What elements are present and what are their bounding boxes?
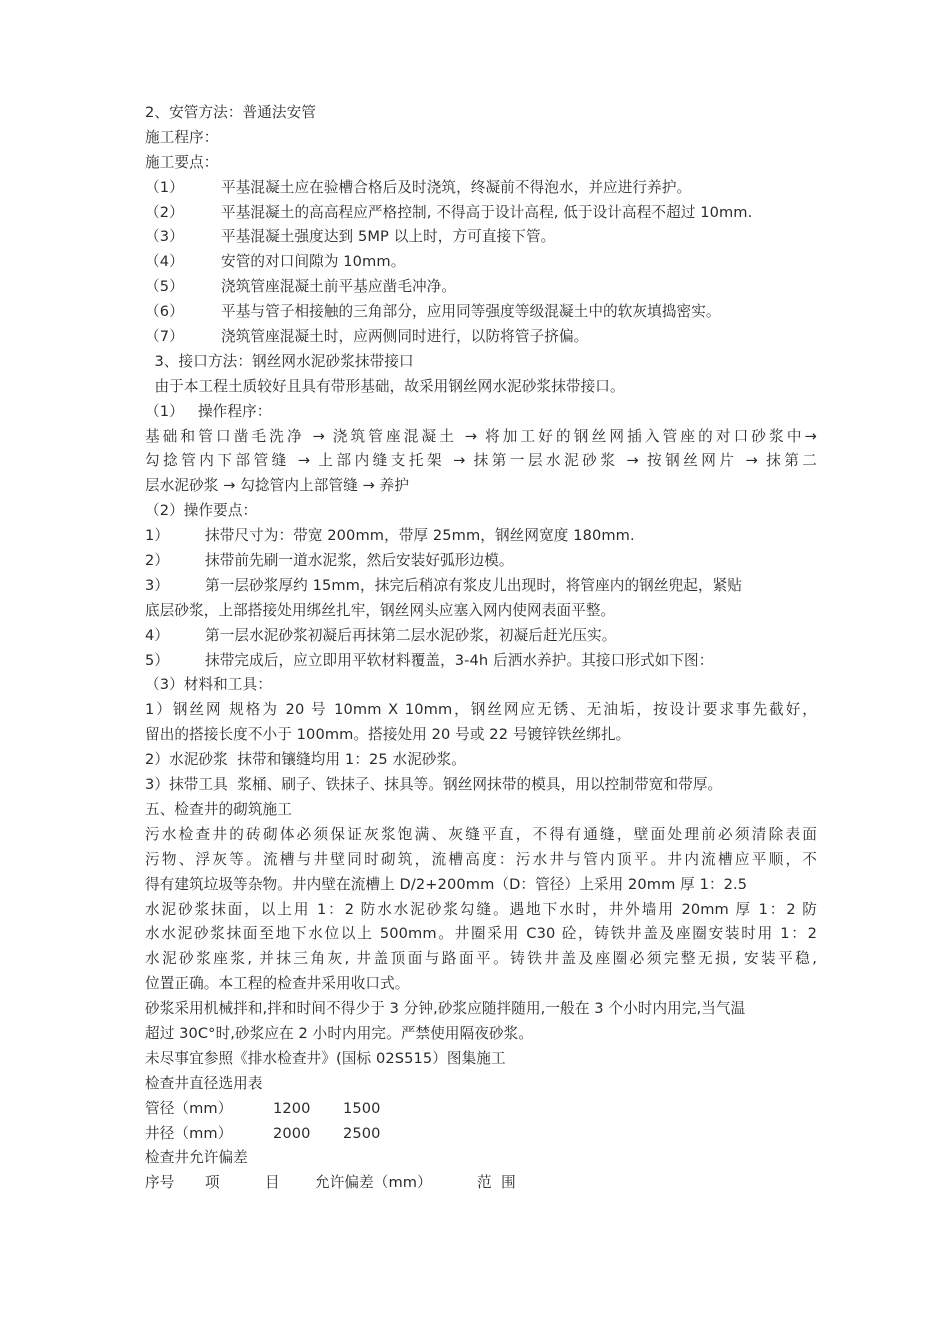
numbered-item (145, 275, 817, 300)
numbered-item (145, 574, 817, 599)
text-line: 水水泥砂浆抹面至地下水位以上 500mm。井圈采用 C30 砼，铸铁井盖及座圈安装时用 1：2 (145, 925, 817, 943)
text-line: 未尽事宜参照《排水检查井》(国标 02S515）图集施工 (145, 1049, 506, 1067)
numbered-item (145, 624, 817, 649)
table-cell: 序号 (145, 1174, 175, 1192)
item-number: （5） (145, 278, 184, 296)
item-text: 平基混凝土应在验槽合格后及时浇筑，终凝前不得泡水，并应进行养护。 (221, 178, 692, 196)
item-number: 5） (145, 651, 170, 669)
text-line: （3）材料和工具： (145, 676, 272, 694)
item-number: （6） (145, 303, 184, 321)
numbered-item (145, 250, 817, 275)
text-line: 底层砂浆，上部搭接处用绑丝扎牢，钢丝网头应塞入网内使网表面平整。 (145, 601, 616, 619)
text-line: 超过 30C°时,砂浆应在 2 小时内用完。严禁使用隔夜砂浆。 (145, 1024, 534, 1042)
text-line: 污物、浮灰等。流槽与井壁同时砌筑，流槽高度：污水井与管内顶平。井内流槽应平顺，不 (145, 850, 817, 868)
item-text: 平基混凝土强度达到 5MP 以上时，方可直接下管。 (221, 228, 556, 246)
text-line: （2）操作要点： (145, 502, 258, 520)
item-number: （3） (145, 228, 184, 246)
text-line: 砂浆采用机械拌和,拌和时间不得少于 3 分钟,砂浆应随拌随用,一般在 3 个小时内用完,当气温 (145, 1000, 746, 1018)
table-cell: 1200 (273, 1099, 311, 1117)
table-cell: 1500 (343, 1099, 381, 1117)
item-text: 平基与管子相接触的三角部分，应用同等强度等级混凝土中的软灰填捣密实。 (221, 303, 721, 321)
text-line: 位置正确。本工程的检查井采用收口式。 (145, 975, 410, 993)
text-line: 1）钢丝网 规格为 20 号 10mm X 10mm，钢丝网应无锈、无油垢，按设计要求事先截好， (145, 701, 817, 719)
table-cell: 范 围 (477, 1174, 516, 1192)
numbered-item (145, 225, 817, 250)
text-line: 水泥砂浆抹面，以上用 1：2 防水水泥砂浆勾缝。遇地下水时，井外墙用 20mm 厚 1：2 防 (145, 900, 817, 918)
item-text: 第一层砂浆厚约 15mm，抹完后稍凉有浆皮儿出现时，将管座内的钢丝兜起，紧贴 (205, 576, 743, 594)
text-line: 由于本工程土质较好且具有带形基础，故采用钢丝网水泥砂浆抹带接口。 (145, 377, 625, 395)
numbered-item (145, 325, 817, 350)
numbered-item (145, 176, 817, 201)
item-number: 2） (145, 552, 170, 570)
text-line: 层水泥砂浆 → 勾捻管内上部管缝 → 养护 (145, 477, 410, 495)
text-line: 施工程序： (145, 128, 219, 146)
table-cell: 目 (265, 1174, 280, 1192)
item-text: 平基混凝土的高高程应严格控制, 不得高于设计高程, 低于设计高程不超过 10mm. (221, 203, 753, 221)
text-line: 污水检查井的砖砌体必须保证灰浆饱满、灰缝平直，不得有通缝，壁面处理前必须清除表面 (145, 825, 817, 843)
item-text: 浇筑管座混凝土前平基应凿毛冲净。 (221, 278, 457, 296)
item-text: 浇筑管座混凝土时，应两侧同时进行，以防将管子挤偏。 (221, 328, 589, 346)
numbered-item (145, 549, 817, 574)
table-cell: 项 (205, 1174, 220, 1192)
item-number: （2） (145, 203, 184, 221)
table-cell: 井径（mm） (145, 1124, 233, 1142)
item-text: 抹带尺寸为：带宽 200mm，带厚 25mm，钢丝网宽度 180mm. (205, 527, 635, 545)
text-line: （1） 操作程序： (145, 402, 272, 420)
item-number: （7） (145, 328, 184, 346)
item-number: （1） (145, 178, 184, 196)
text-line: 3）抹带工具 浆桶、刷子、铁抹子、抹具等。钢丝网抹带的模具，用以控制带宽和带厚。 (145, 776, 723, 794)
document-body (145, 101, 817, 1196)
numbered-item (145, 524, 817, 549)
item-number: （4） (145, 253, 184, 271)
text-line: 2）水泥砂浆 抹带和镶缝均用 1：25 水泥砂浆。 (145, 751, 466, 769)
numbered-item (145, 300, 817, 325)
text-line: 得有建筑垃圾等杂物。井内壁在流槽上 D/2+200mm（D：管径）上采用 20mm 厚 1：2.5 (145, 875, 748, 893)
item-number: 3） (145, 576, 170, 594)
text-line: 检查井允许偏差 (145, 1149, 248, 1167)
table-row (145, 1171, 817, 1196)
table-row (145, 1097, 817, 1122)
text-line: 留出的搭接长度不小于 100mm。搭接处用 20 号或 22 号镀锌铁丝绑扎。 (145, 726, 631, 744)
numbered-item (145, 649, 817, 674)
item-number: 1） (145, 527, 170, 545)
text-line: 基础和管口凿毛洗净 → 浇筑管座混凝土 → 将加工好的钢丝网插入管座的对口砂浆中→ (145, 427, 817, 445)
table-cell: 管径（mm） (145, 1099, 233, 1117)
item-number: 4） (145, 626, 170, 644)
text-line: 检查井直径选用表 (145, 1074, 263, 1092)
item-text: 抹带完成后，应立即用平软材料覆盖，3-4h 后洒水养护。其接口形式如下图： (205, 651, 714, 669)
text-line: 水泥砂浆座浆, 并抹三角灰, 井盖顶面与路面平。铸铁井盖及座圈必须完整无损, 安装平稳, (145, 950, 817, 968)
item-text: 抹带前先刷一道水泥浆，然后安装好弧形边模。 (205, 552, 514, 570)
table-row (145, 1122, 817, 1147)
table-cell: 2500 (343, 1124, 381, 1142)
table-cell: 允许偏差（mm） (315, 1174, 432, 1192)
text-line: 3、接口方法：钢丝网水泥砂浆抹带接口 (145, 352, 414, 370)
item-text: 第一层水泥砂浆初凝后再抹第二层水泥砂浆，初凝后赶光压实。 (205, 626, 617, 644)
table-cell: 2000 (273, 1124, 311, 1142)
text-line: 施工要点： (145, 153, 219, 171)
text-line: 五、检查井的砌筑施工 (145, 800, 292, 818)
numbered-item (145, 201, 817, 226)
item-text: 安管的对口间隙为 10mm。 (221, 253, 406, 271)
text-line: 2、安管方法：普通法安管 (145, 104, 317, 121)
text-line: 勾捻管内下部管缝 → 上部内缝支托架 → 抹第一层水泥砂浆 → 按钢丝网片 → 抹第二 (145, 452, 817, 470)
